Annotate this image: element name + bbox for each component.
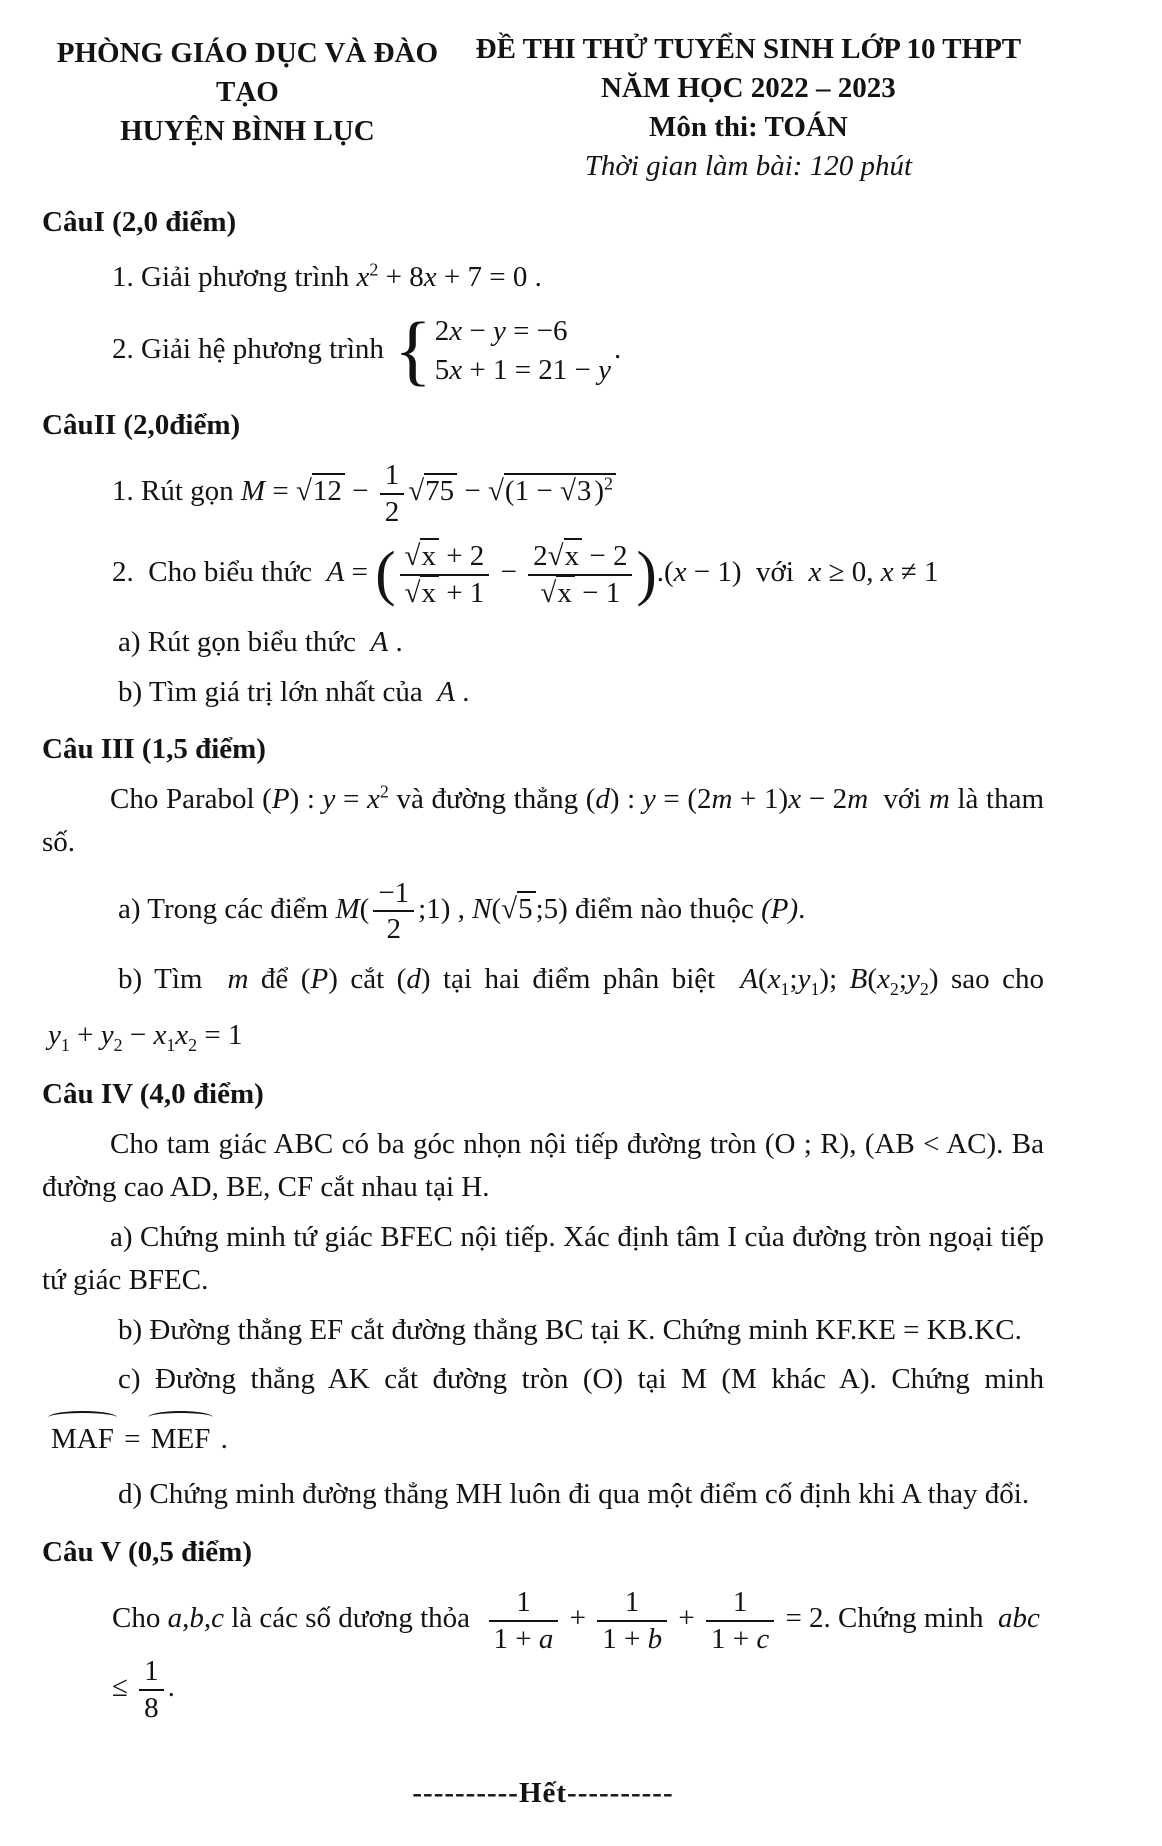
question-3-b-equation: $y_1 + y_2 - x_1x_2 = 1$ <box>48 1019 243 1056</box>
question-4-c: c) Đường thẳng AK cắt đường tròn (O) tại M (M khác A). Chứng minh <box>118 1363 1044 1396</box>
section-3-heading: Câu III (1,5 điểm) <box>42 733 266 766</box>
exam-header <box>42 30 1044 187</box>
question-3-a: a) Trong các điểm M( $\frac{-1}{2}$ ;1) , N(√5 ;5) điểm nào thuộc (P). <box>118 876 806 946</box>
subject-label: Môn thi: <box>649 111 758 144</box>
question-1-1: 1. Giải phương trình $x^2 + 8x + 7 = 0$ . <box>112 259 542 294</box>
section-5-heading: Câu V (0,5 điểm) <box>42 1535 252 1568</box>
question-4-intro: Cho tam giác ABC có ba góc nhọn nội tiếp đường tròn (O ; R), (AB < AC). Ba đường cao AD, BE, CF cắt nhau tại H. <box>42 1127 1044 1204</box>
question-2-2a: a) Rút gọn biểu thức A . <box>118 626 403 659</box>
question-3-b: b) Tìm m để (P) cắt (d) tại hai điểm phân biệt $A(x_1;y_1)$; $B(x_2;y_2)$ sao cho <box>118 962 1045 999</box>
exam-title-block <box>453 30 1044 187</box>
exam-body <box>42 201 1044 1816</box>
subject-line <box>453 108 1044 147</box>
district-name: HUYỆN BÌNH LỤC <box>120 115 375 148</box>
duration-line: Thời gian làm bài: 120 phút <box>584 150 913 183</box>
question-2-2b: b) Tìm giá trị lớn nhất của A . <box>118 675 470 708</box>
office-name: PHÒNG GIÁO DỤC VÀ ĐÀO TẠO <box>56 37 439 109</box>
end-mark: ----------Hết---------- <box>412 1777 674 1810</box>
question-5: Cho a,b,c là các số dương thỏa $\frac{1}{1 + a}$ + $\frac{1}{1 + b}$ + $\frac{1}{1 + c}$ = 2. Chứng minh abc ≤ $\frac{1}{8}$ . <box>112 1586 1040 1724</box>
subject-name: TOÁN <box>764 111 848 144</box>
section-4-heading: Câu IV (4,0 điểm) <box>42 1078 264 1111</box>
school-year: NĂM HỌC 2022 – 2023 <box>600 72 896 105</box>
question-4-a: a) Chứng minh tứ giác BFEC nội tiếp. Xác định tâm I của đường tròn ngoại tiếp tứ giác BFEC. <box>42 1220 1044 1297</box>
question-4-b: b) Đường thẳng EF cắt đường thẳng BC tại K. Chứng minh KF.KE = KB.KC. <box>118 1313 1022 1346</box>
question-2-2: 2. Cho biểu thức A = ( $\frac{√x + 2}{√x + 1}$ − $\frac{2√x - 2}{√x - 1}$ ).(x − 1) với x ≥ 0, x ≠ 1 <box>112 540 939 609</box>
section-2-heading: CâuII (2,0điểm) <box>42 408 241 441</box>
issuing-office-block <box>42 30 453 187</box>
question-1-2: 2. Giải hệ phương trình { 2x − y = −6 5x + 1 = 21 − y . <box>112 306 622 394</box>
question-3-intro: Cho Parabol (P) : $y = x^2$ và đường thẳng (d) : y = (2m + 1)x − 2m với m là tham số. <box>42 781 1045 859</box>
section-1-heading: CâuI (2,0 điểm) <box>42 205 237 238</box>
question-4-c-equation: MAF = MEF . <box>48 1414 1044 1462</box>
question-4-d: d) Chứng minh đường thẳng MH luôn đi qua một điểm cố định khi A thay đổi. <box>118 1478 1030 1511</box>
exam-title: ĐỀ THI THỬ TUYỂN SINH LỚP 10 THPT <box>475 33 1022 65</box>
question-2-1: 1. Rút gọn M = √12 − $\frac{1}{2}$ √75 − √(1 − √3 )$^2$ <box>112 459 1044 528</box>
